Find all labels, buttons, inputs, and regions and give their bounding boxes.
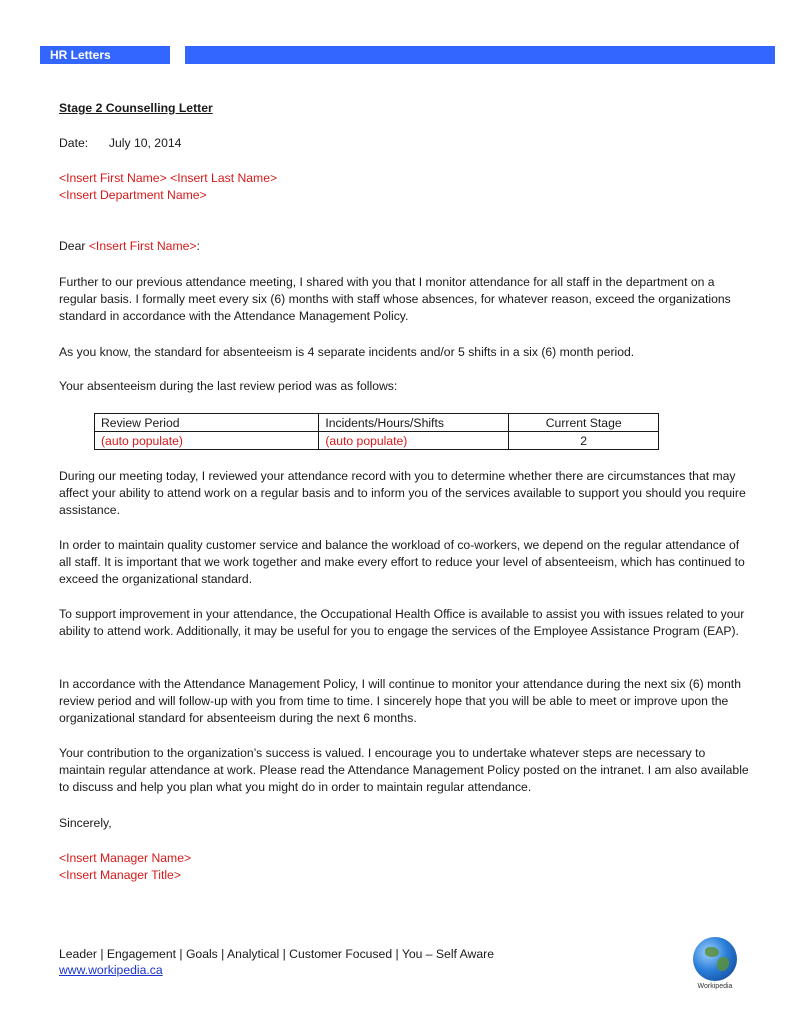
table-header-cell: Incidents/Hours/Shifts bbox=[319, 414, 509, 432]
paragraph-2: As you know, the standard for absenteeism is 4 separate incidents and/or 5 shifts in a six (6) month period. bbox=[59, 345, 635, 359]
table-header-cell: Review Period bbox=[95, 414, 319, 432]
header-tab bbox=[40, 46, 170, 64]
salutation-prefix: Dear bbox=[59, 239, 89, 253]
table-header-row bbox=[95, 414, 659, 432]
absenteeism-table bbox=[94, 413, 659, 450]
footer-website-link[interactable]: www.workipedia.ca bbox=[59, 963, 163, 977]
date-line bbox=[59, 135, 181, 152]
table-row bbox=[95, 432, 659, 450]
salutation-suffix: : bbox=[196, 239, 200, 253]
logo-text: Workipedia bbox=[697, 983, 733, 990]
manager-name: <Insert Manager Name> bbox=[59, 851, 192, 865]
paragraph-4: During our meeting today, I reviewed your attendance record with you to determine whether there are circumstances that may affect your ability to attend work on a regular basis and to inform you of the services available to support you should you require assistance. bbox=[59, 469, 746, 518]
workipedia-logo bbox=[690, 937, 740, 997]
date-value: July 10, 2014 bbox=[108, 136, 182, 150]
salutation bbox=[59, 238, 200, 255]
date-label: Date: bbox=[59, 136, 89, 150]
header-tab-label: HR Letters bbox=[50, 48, 111, 62]
salutation-placeholder: <Insert First Name> bbox=[88, 239, 197, 253]
table-cell-review-period: (auto populate) bbox=[95, 432, 319, 450]
paragraph-6: To support improvement in your attendance, the Occupational Health Office is available to assist you with issues related to your ability to attend work. Additionally, it may be useful for you to engage the services of the Employee Assistance Program (EAP). bbox=[59, 607, 745, 639]
table-cell-incidents: (auto populate) bbox=[319, 432, 509, 450]
paragraph-5: In order to maintain quality customer service and balance the workload of co-workers, we depend on the regular attendance of all staff. It is important that we work together and make every effort to reduce your level of absenteeism, which has continued to exceed the organizational standard. bbox=[59, 538, 745, 587]
recipient-name: <Insert First Name> <Insert Last Name> bbox=[59, 171, 278, 185]
closing: Sincerely, bbox=[59, 816, 112, 830]
table-header-cell: Current Stage bbox=[509, 414, 659, 432]
paragraph-7: In accordance with the Attendance Management Policy, I will continue to monitor your attendance during the next six (6) month review period and will follow-up with you from time to time. I sincerely hope that you will be able to meet or improve upon the organizational standard for absenteeism during the next 6 months. bbox=[59, 677, 741, 726]
table-cell-current-stage: 2 bbox=[509, 432, 659, 450]
recipient-department: <Insert Department Name> bbox=[59, 188, 207, 202]
manager-title: <Insert Manager Title> bbox=[59, 868, 181, 882]
footer-values: Leader | Engagement | Goals | Analytical | Customer Focused | You – Self Aware bbox=[59, 947, 494, 961]
paragraph-8: Your contribution to the organization’s success is valued. I encourage you to undertake whatever steps are necessary to maintain regular attendance at work. Please read the Attendance Management Policy posted on the intranet. I am also available to discuss and help you plan what you might do in order to maintain regular attendance. bbox=[59, 746, 749, 795]
letter-title: Stage 2 Counselling Letter bbox=[59, 101, 213, 115]
paragraph-3: Your absenteeism during the last review period was as follows: bbox=[59, 379, 398, 393]
header-bar bbox=[185, 46, 775, 64]
globe-icon bbox=[693, 937, 737, 981]
paragraph-1: Further to our previous attendance meeting, I shared with you that I monitor attendance for all staff in the department on a regular basis. I formally meet every six (6) months with staff whose absences, for whatever reason, exceed the organizations standard in accordance with the Attendance Management Policy. bbox=[59, 275, 731, 324]
